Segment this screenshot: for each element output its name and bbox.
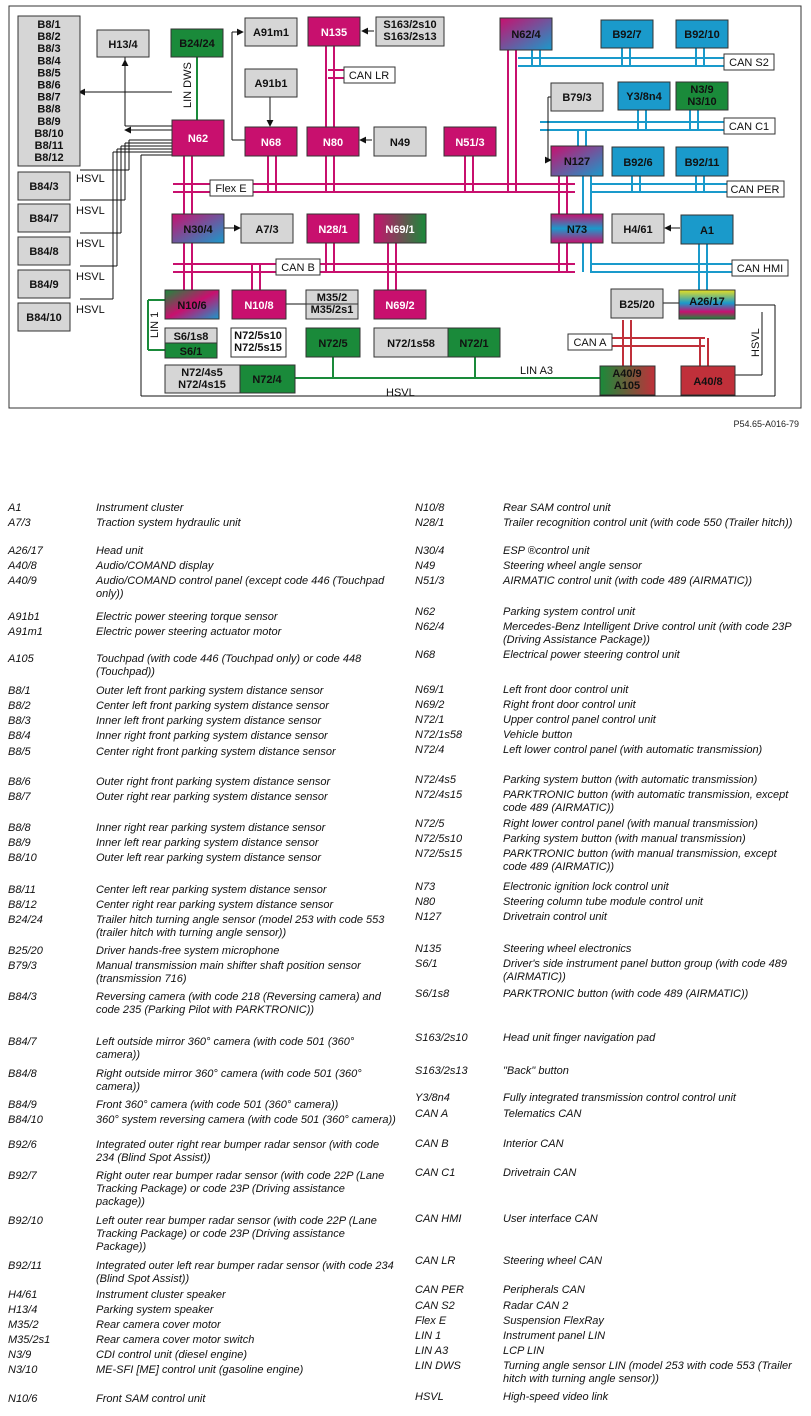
legend-code: CAN B (415, 1138, 449, 1150)
legend-code: B8/1 (8, 685, 31, 697)
legend-code: N80 (415, 896, 436, 908)
line-label-hsvl-b84-7: HSVL (76, 205, 105, 217)
node-label: B92/11 (684, 157, 720, 169)
line-label-lin-a3: LIN A3 (520, 365, 554, 377)
node-b84-7 (18, 204, 70, 232)
line-label-lin-dws: LIN DWS (182, 62, 194, 108)
legend-code: N3/9 (8, 1349, 32, 1361)
legend-description: PARKTRONIC button (with code 489 (AIRMATIC)) (503, 988, 749, 1000)
node-s6-1s8 (165, 328, 217, 343)
legend-description: ESP ®control unit (503, 545, 590, 557)
bus-label-can-s2 (724, 54, 774, 70)
legend-description: Reversing camera (with code 218 (Reversing camera) and code 235 (Parking Pilot with PARKTRONIC)) (96, 991, 381, 1016)
legend-code: B8/8 (8, 822, 31, 834)
legend-code: S163/2s10 (415, 1032, 468, 1044)
line-label-hsvl-b84-8: HSVL (76, 238, 105, 250)
legend-description: Right outer rear bumper radar sensor (with code 22P (Lane Tracking Package) or code 23P (Driving assistance package)) (96, 1170, 385, 1208)
node-n69-2 (374, 290, 426, 319)
legend-description: Rear camera cover motor (96, 1319, 221, 1331)
node-label: N69/2 (385, 300, 415, 312)
node-n135 (308, 17, 360, 46)
legend-description: Upper control panel control unit (503, 714, 656, 726)
legend-description: Front SAM control unit (96, 1393, 206, 1405)
node-label: B8/1 B8/2 B8/3 B8/4 B8/5 B8/6 B8/7 B8/8 B8/9 B8/10 B8/11 B8/12 (34, 19, 64, 165)
node-label: N72/1s58 (387, 338, 435, 350)
legend-description: Turning angle sensor LIN (model 253 with code 553 (Trailer hitch with turning angle sensor)) (503, 1360, 792, 1385)
legend-code: N135 (415, 943, 442, 955)
node-a7-3 (241, 214, 293, 243)
legend-code: B25/20 (8, 945, 43, 957)
legend-description: PARKTRONIC button (with automatic transmission, except code 489 (AIRMATIC)) (503, 789, 789, 814)
legend-code: N49 (415, 560, 436, 572)
legend-code: B8/11 (8, 884, 36, 896)
legend-description: Touchpad (with code 446 (Touchpad only) or code 448 (Touchpad)) (96, 653, 362, 678)
legend-description: Vehicle button (503, 729, 573, 741)
legend-code: B8/5 (8, 746, 31, 758)
bus-label-can-per (727, 181, 784, 197)
legend-description: Steering column tube module control unit (503, 896, 703, 908)
node-label: B24/24 (179, 38, 215, 50)
legend-code: LIN 1 (415, 1330, 442, 1342)
legend-code: B92/6 (8, 1139, 37, 1151)
node-n73 (551, 214, 603, 243)
legend-code: B8/9 (8, 837, 31, 849)
node-label: B84/7 (29, 213, 59, 225)
node-a1 (681, 215, 733, 244)
legend-description: Parking system speaker (96, 1304, 214, 1316)
legend-description: Suspension FlexRay (503, 1315, 604, 1327)
node-m35 (306, 290, 358, 319)
legend-code: B8/10 (8, 852, 37, 864)
legend-code: CAN S2 (415, 1300, 455, 1312)
node-label: N68 (260, 137, 282, 149)
node-label: N72/1 (459, 338, 489, 350)
legend-description: Electronic ignition lock control unit (503, 881, 669, 893)
node-label: B92/10 (684, 29, 720, 41)
legend-description: Fully integrated transmission control control unit (503, 1092, 736, 1104)
legend-code: CAN A (415, 1108, 449, 1120)
node-b79-3 (551, 83, 603, 111)
legend-code: A91b1 (8, 611, 40, 623)
node-label: B84/9 (29, 279, 59, 291)
legend-description: Telematics CAN (503, 1108, 582, 1120)
legend-code: H13/4 (8, 1304, 38, 1316)
legend-code: B24/24 (8, 914, 43, 926)
node-label: N49 (389, 137, 411, 149)
legend-description: User interface CAN (503, 1213, 598, 1225)
node-b84-10 (18, 303, 70, 331)
line-label-hsvl-b84-3: HSVL (76, 173, 105, 185)
legend-code: N62 (415, 606, 436, 618)
node-label: N72/5s10 N72/5s15 (234, 330, 282, 354)
legend-description: Mercedes-Benz Intelligent Drive control unit (with code 23P (Driving Assistance Package)) (503, 621, 792, 646)
svg-text:CAN B: CAN B (281, 262, 315, 274)
legend-code: B8/7 (8, 791, 31, 803)
node-label: A26/17 (689, 296, 725, 308)
legend-description: Inner left rear parking system distance sensor (96, 837, 319, 849)
node-a40-9 (600, 366, 655, 395)
legend-description: Radar CAN 2 (503, 1300, 569, 1312)
node-n10-8 (232, 290, 286, 319)
svg-text:CAN HMI: CAN HMI (736, 263, 784, 275)
node-b84-3 (18, 172, 70, 200)
node-label: N73 (566, 224, 588, 236)
legend-code: N72/4s5 (415, 774, 456, 786)
legend-code: N127 (415, 911, 442, 923)
node-label: B92/7 (612, 29, 642, 41)
legend-description: Center right rear parking system distance sensor (96, 899, 334, 911)
node-label: N72/4s5 N72/4s15 (178, 367, 226, 391)
legend-description: Trailer hitch turning angle sensor (model 253 with code 553 (trailer hitch with turning angle sensor)) (96, 914, 385, 939)
legend-description: Outer left rear parking system distance sensor (96, 852, 321, 864)
legend-code: A40/9 (8, 575, 37, 587)
node-n72-5s (231, 328, 286, 357)
node-label: H4/61 (623, 224, 653, 236)
node-n28-1 (307, 214, 359, 243)
node-n51-3 (444, 127, 496, 156)
legend-code: A40/8 (8, 560, 37, 572)
legend-code: B8/3 (8, 715, 31, 727)
legend-description: "Back" button (503, 1065, 569, 1077)
legend-code: B8/6 (8, 776, 31, 788)
legend-code: N28/1 (415, 517, 445, 529)
node-b84-8 (18, 237, 70, 265)
legend-description: CDI control unit (diesel engine) (96, 1349, 248, 1361)
legend-description: Inner right rear parking system distance sensor (96, 822, 326, 834)
node-label: S6/1s8 (173, 331, 209, 343)
svg-text:CAN A: CAN A (573, 337, 607, 349)
legend-code: CAN HMI (415, 1213, 462, 1225)
node-label: B84/3 (29, 181, 59, 193)
node-n3 (676, 82, 728, 110)
legend-code: CAN LR (415, 1255, 456, 1267)
node-a26-17 (679, 290, 735, 319)
legend-code: B84/7 (8, 1036, 37, 1048)
legend-code: N10/8 (415, 502, 445, 514)
legend-description: Steering wheel CAN (503, 1255, 603, 1267)
svg-text:CAN C1: CAN C1 (728, 121, 770, 133)
legend-description: Driver's side instrument panel button group (with code 489 (AIRMATIC)) (503, 958, 787, 983)
legend-description: Integrated outer right rear bumper radar sensor (with code 234 (Blind Spot Assist)) (96, 1139, 380, 1164)
node-label: S6/1 (179, 346, 203, 358)
legend-description: Integrated outer left rear bumper radar sensor (with code 234 (Blind Spot Assist)) (96, 1260, 394, 1285)
legend-code: A1 (8, 502, 22, 514)
legend-code: Y3/8n4 (415, 1092, 450, 1104)
svg-text:CAN PER: CAN PER (730, 184, 780, 196)
legend-description: Right outside mirror 360° camera (with code 501 (360° camera)) (96, 1068, 362, 1093)
legend-description: Parking system button (with automatic transmission) (503, 774, 758, 786)
legend-code: S6/1 (415, 958, 438, 970)
legend-code: N69/1 (415, 684, 445, 696)
node-label: Y3/8n4 (626, 91, 662, 103)
node-label: B25/20 (619, 299, 655, 311)
svg-text:Flex E: Flex E (215, 183, 247, 195)
legend-description: Driver hands-free system microphone (96, 945, 280, 957)
legend-code: N69/2 (415, 699, 445, 711)
node-n72-1s58 (374, 328, 448, 357)
legend-code: S6/1s8 (415, 988, 450, 1000)
legend-code: B84/9 (8, 1099, 37, 1111)
node-s6-1 (165, 343, 217, 358)
legend-description: Center right front parking system distance sensor (96, 746, 336, 758)
legend-description: Rear SAM control unit (503, 502, 611, 514)
legend-description: Head unit finger navigation pad (503, 1032, 656, 1044)
legend-description: Parking system control unit (503, 606, 636, 618)
line-label-lin-1: LIN 1 (149, 311, 161, 338)
line-label-hsvl-right: HSVL (750, 328, 762, 357)
legend-code: N10/6 (8, 1393, 38, 1405)
node-label: A40/9 A105 (612, 368, 642, 392)
node-b92-10 (676, 20, 728, 48)
legend-description: Steering wheel angle sensor (503, 560, 642, 572)
legend-code: B84/8 (8, 1068, 37, 1080)
node-a91b1 (245, 69, 297, 97)
legend-code: B8/2 (8, 700, 31, 712)
legend-code: A105 (8, 653, 34, 665)
legend-code: A91m1 (8, 626, 43, 638)
legend-code: Flex E (415, 1315, 447, 1327)
node-b92-7 (601, 20, 653, 48)
legend-description: Rear camera cover motor switch (96, 1334, 255, 1346)
legend-code: N72/1s58 (415, 729, 463, 741)
legend-description: Head unit (96, 545, 144, 557)
legend-description: Left lower control panel (with automatic transmission) (503, 744, 763, 756)
legend-description: Instrument cluster (96, 502, 184, 514)
legend-description: Center left rear parking system distance sensor (96, 884, 327, 896)
legend-code: N68 (415, 649, 436, 661)
legend-description: Drivetrain control unit (503, 911, 607, 923)
legend-description: Left outside mirror 360° camera (with code 501 (360° camera)) (96, 1036, 355, 1061)
legend-code: B8/12 (8, 899, 37, 911)
node-label: B79/3 (562, 92, 592, 104)
legend-code: N3/10 (8, 1364, 38, 1376)
legend-description: Inner right front parking system distance sensor (96, 730, 328, 742)
legend-code: N62/4 (415, 621, 445, 633)
node-label: H13/4 (108, 39, 138, 51)
bus-label-can-b (276, 259, 320, 275)
legend-code: N72/4 (415, 744, 445, 756)
node-b84-9 (18, 270, 70, 298)
legend-description: Center left front parking system distance sensor (96, 700, 329, 712)
node-label: A91b1 (254, 78, 288, 90)
node-label: N69/1 (385, 224, 415, 236)
legend-code: B92/7 (8, 1170, 37, 1182)
legend-description: Inner left front parking system distance sensor (96, 715, 321, 727)
node-label: S163/2s10 S163/2s13 (383, 19, 437, 43)
node-label: B92/6 (623, 157, 653, 169)
node-n62-4 (500, 18, 552, 50)
node-h13-4 (97, 30, 149, 57)
node-label: A91m1 (252, 27, 290, 39)
legend-description: Trailer recognition control unit (with code 550 (Trailer hitch)) (503, 517, 793, 529)
legend-description: Interior CAN (503, 1138, 564, 1150)
legend-code: N72/4s15 (415, 789, 463, 801)
legend-description: Peripherals CAN (503, 1284, 585, 1296)
node-a40-8 (681, 366, 735, 395)
legend-description: Parking system button (with manual transmission) (503, 833, 746, 845)
line-label-hsvl-b84-10: HSVL (76, 304, 105, 316)
legend-code: M35/2 (8, 1319, 39, 1331)
node-n30-4 (172, 214, 224, 243)
node-label: N28/1 (318, 224, 348, 236)
legend-description: Manual transmission main shifter shaft position sensor (transmission 716) (96, 960, 361, 985)
bus-label-can-a (568, 334, 612, 350)
line-label-hsvl-b84-9: HSVL (76, 271, 105, 283)
bus-label-can-lr (344, 67, 395, 83)
legend-code: CAN C1 (415, 1167, 456, 1179)
node-label: N72/5 (318, 338, 348, 350)
legend-description: LCP LIN (503, 1345, 545, 1357)
node-label: A1 (699, 225, 715, 237)
svg-text:CAN S2: CAN S2 (729, 57, 769, 69)
node-n72-4 (240, 365, 295, 393)
legend-code: S163/2s13 (415, 1065, 468, 1077)
node-label: N80 (322, 137, 344, 149)
legend-code: N73 (415, 881, 436, 893)
node-a91m1 (245, 18, 297, 46)
legend-code: B8/4 (8, 730, 31, 742)
node-label: N10/8 (244, 300, 274, 312)
node-n72-1 (448, 328, 500, 357)
node-label: A7/3 (255, 224, 279, 236)
legend-description: Outer left front parking system distance sensor (96, 685, 324, 697)
node-label: M35/2 M35/2s1 (310, 292, 354, 316)
node-b92-6 (612, 147, 664, 176)
legend-code: CAN PER (415, 1284, 464, 1296)
node-label: N51/3 (455, 137, 485, 149)
line-label-hsvl-bottom: HSVL (386, 387, 415, 399)
legend-description: Audio/COMAND control panel (except code 446 (Touchpad only)) (96, 575, 385, 600)
node-label: N10/6 (177, 300, 207, 312)
legend-description: Instrument panel LIN (503, 1330, 606, 1342)
node-label: A40/8 (693, 376, 723, 388)
node-b25-20 (611, 289, 663, 318)
legend-description: Right front door control unit (503, 699, 636, 711)
legend-description: 360° system reversing camera (with code 501 (360° camera)) (96, 1114, 396, 1126)
node-b8-group (18, 16, 80, 166)
legend-description: High-speed video link (503, 1391, 609, 1403)
legend-description: Outer right front parking system distance sensor (96, 776, 331, 788)
node-label: N3/9 N3/10 (687, 84, 717, 108)
legend-code: LIN DWS (415, 1360, 461, 1372)
legend-code: N30/4 (415, 545, 445, 557)
legend-code: N72/5 (415, 818, 445, 830)
legend-code: B79/3 (8, 960, 37, 972)
legend-description: Right lower control panel (with manual transmission) (503, 818, 758, 830)
legend-description: Audio/COMAND display (96, 560, 214, 572)
svg-text:CAN LR: CAN LR (348, 70, 390, 82)
node-label: N30/4 (183, 224, 213, 236)
legend-description: PARKTRONIC button (with manual transmission, except code 489 (AIRMATIC)) (503, 848, 777, 873)
legend-code: N72/1 (415, 714, 445, 726)
node-b92-11 (676, 147, 728, 176)
legend-description: Front 360° camera (with code 501 (360° camera)) (96, 1099, 339, 1111)
bus-label-can-hmi (732, 260, 788, 276)
legend-description: Electrical power steering control unit (503, 649, 680, 661)
node-label: N135 (320, 27, 348, 39)
legend-code: A26/17 (8, 545, 43, 557)
legend-description: ME-SFI [ME] control unit (gasoline engine) (96, 1364, 304, 1376)
node-n127 (551, 146, 603, 176)
node-label: N72/4 (252, 374, 282, 386)
node-n68 (245, 127, 297, 156)
legend-code: A7/3 (8, 517, 31, 529)
node-n69-1 (374, 214, 426, 243)
node-label: B84/10 (26, 312, 62, 324)
legend-description: Traction system hydraulic unit (96, 517, 241, 529)
bus-label-flex-e (210, 180, 253, 196)
network-diagram (0, 0, 811, 412)
legend-code: N72/5s10 (415, 833, 463, 845)
legend-code: B84/10 (8, 1114, 43, 1126)
node-n62 (172, 120, 224, 156)
node-label: N62/4 (511, 29, 541, 41)
legend-description: Drivetrain CAN (503, 1167, 577, 1179)
legend-code: LIN A3 (415, 1345, 449, 1357)
legend-code: M35/2s1 (8, 1334, 51, 1346)
legend-description: Left front door control unit (503, 684, 629, 696)
node-label: N62 (187, 133, 209, 145)
node-n49 (374, 127, 426, 156)
legend-code: N72/5s15 (415, 848, 463, 860)
node-b24-24 (171, 29, 223, 57)
legend-description: AIRMATIC control unit (with code 489 (AIRMATIC)) (503, 575, 752, 587)
node-n72-5 (306, 328, 360, 357)
legend-code: N51/3 (415, 575, 445, 587)
node-y3-8n4 (618, 82, 670, 110)
legend-description: Electric power steering actuator motor (96, 626, 282, 638)
node-label: B84/8 (29, 246, 59, 258)
node-n72-4s (165, 365, 240, 393)
legend-code: H4/61 (8, 1289, 38, 1301)
node-s163 (376, 17, 444, 46)
legend-code: B92/11 (8, 1260, 43, 1272)
legend-code: B84/3 (8, 991, 37, 1003)
node-n10-6 (165, 290, 219, 319)
legend-description: Steering wheel electronics (503, 943, 632, 955)
reference-code: P54.65-A016-79 (733, 419, 799, 429)
legend-code: HSVL (415, 1391, 444, 1403)
node-label: N127 (563, 156, 591, 168)
bus-label-can-c1 (724, 118, 775, 134)
node-h4-61 (612, 214, 664, 243)
legend-description: Left outer rear bumper radar sensor (with code 22P (Lane Tracking Package) or code 23P (Driving assistance Package)) (96, 1215, 377, 1253)
legend-code: B92/10 (8, 1215, 43, 1227)
legend-description: Electric power steering torque sensor (96, 611, 278, 623)
legend-description: Instrument cluster speaker (96, 1289, 226, 1301)
legend-description: Outer right rear parking system distance sensor (96, 791, 328, 803)
node-n80 (307, 127, 359, 156)
